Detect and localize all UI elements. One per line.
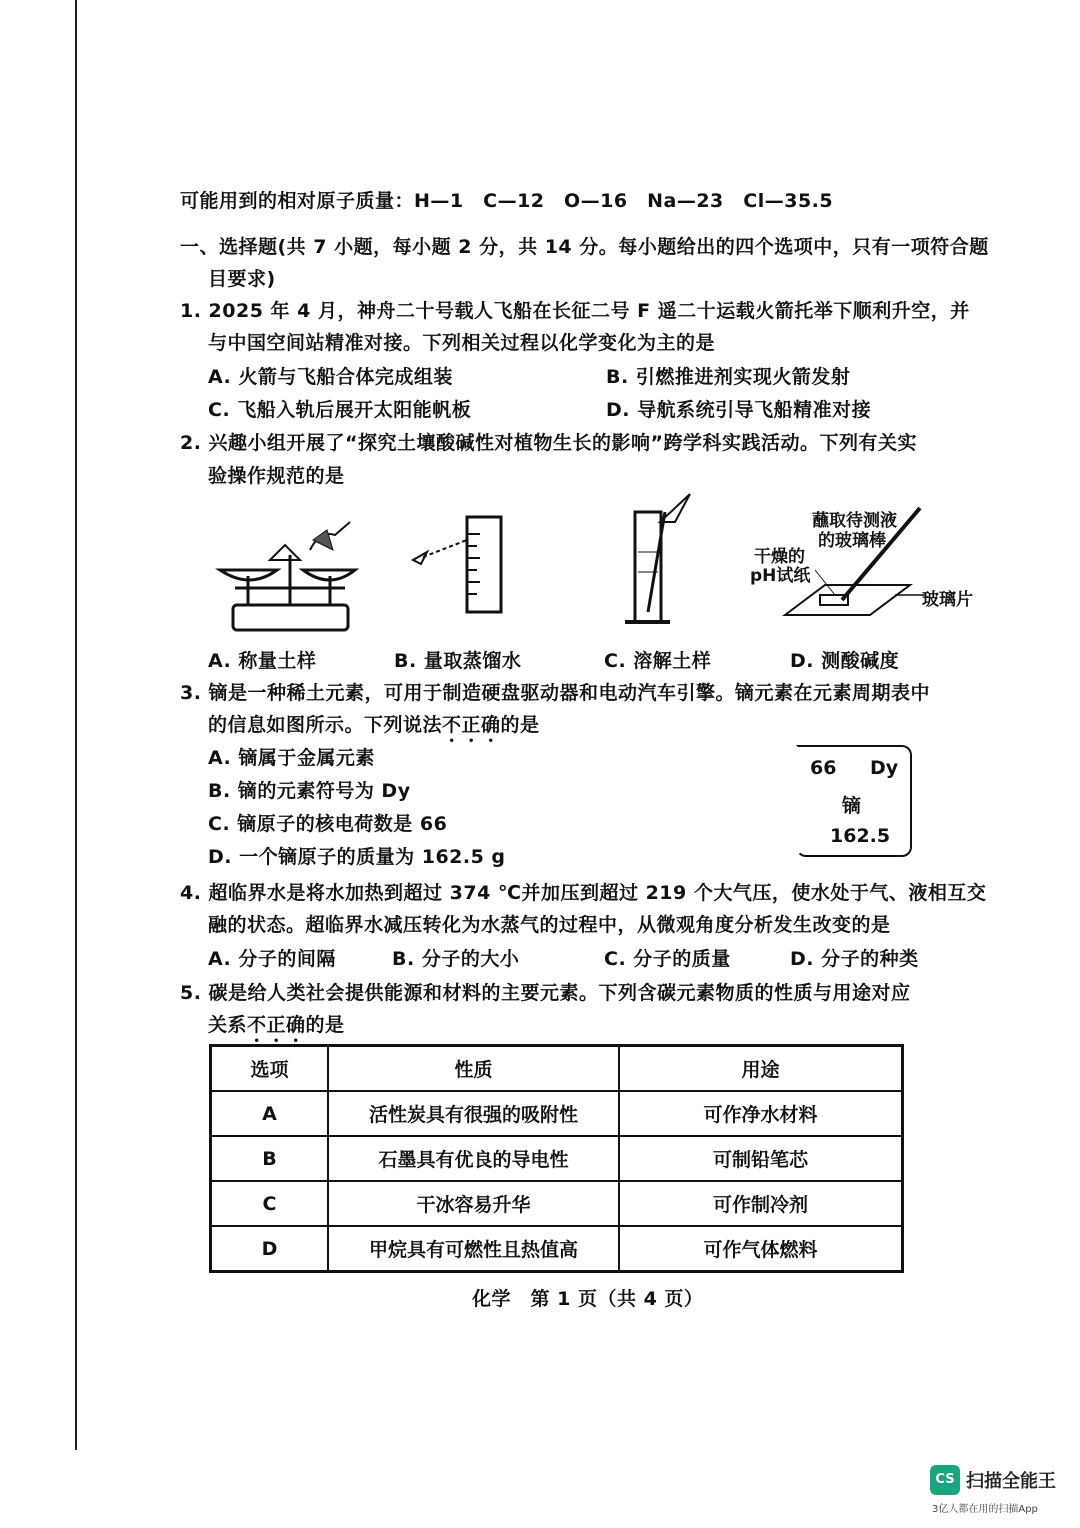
section-title: 一、选择题(共 7 小题，每小题 2 分，共 14 分。每小题给出的四个选项中，只有一项符合题 (180, 236, 989, 258)
camscanner-logo-icon: CS (930, 1465, 960, 1495)
table-cell: 干冰容易升华 (328, 1181, 619, 1226)
q4-option-b: B. 分子的大小 (392, 948, 520, 970)
table-header-row (211, 1046, 903, 1092)
label-rod: 蘸取待测液 (812, 511, 897, 531)
q2-option-b: B. 量取蒸馏水 (394, 650, 522, 672)
page-footer: 化学 第 1 页（共 4 页） (472, 1288, 704, 1310)
element-name: 镝 (842, 795, 862, 817)
q1-stem: 1. 2025 年 4 月，神舟二十号载人飞船在长征二号 F 遥二十运载火箭托举下顺利升空，并 (180, 300, 970, 322)
table-header: 用途 (619, 1046, 903, 1092)
watermark-title: 扫描全能王 (966, 1471, 1056, 1492)
table-cell: 可作气体燃料 (619, 1226, 903, 1272)
q5-stem: 5. 碳是给人类社会提供能源和材料的主要元素。下列含碳元素物质的性质与用途对应 (180, 982, 911, 1004)
table-row (211, 1226, 903, 1272)
table-row (211, 1181, 903, 1226)
label-ph-paper-2: pH试纸 (750, 566, 811, 586)
table-cell: 甲烷具有可燃性且热值高 (328, 1226, 619, 1272)
q3-option-d: D. 一个镝原子的质量为 162.5 g (208, 846, 506, 868)
element-symbol: Dy (870, 757, 899, 779)
q4-stem: 4. 超临界水是将水加热到超过 374 ℃并加压到超过 219 个大气压，使水处于气、液相互交 (180, 882, 987, 904)
table-cell: 可作制冷剂 (619, 1181, 903, 1226)
q2-stem: 2. 兴趣小组开展了“探究土壤酸碱性对植物生长的影响”跨学科实践活动。下列有关实 (180, 432, 918, 454)
label-glass: 玻璃片 (922, 590, 973, 610)
table-cell: 活性炭具有很强的吸附性 (328, 1091, 619, 1136)
q3-stem-cont: 的信息如图所示。下列说法不正确的是 (208, 714, 540, 736)
q3-option-b: B. 镝的元素符号为 Dy (208, 780, 411, 802)
table-cell: 可制铅笔芯 (619, 1136, 903, 1181)
q3-emphasis: 不正确 (442, 714, 501, 736)
q1-option-c: C. 飞船入轨后展开太阳能帆板 (208, 399, 472, 421)
balance-diagram (215, 510, 365, 640)
q1-stem-cont: 与中国空间站精准对接。下列相关过程以化学变化为主的是 (208, 332, 716, 354)
element-number: 66 (810, 757, 837, 779)
q3-stem: 3. 镝是一种稀土元素，可用于制造硬盘驱动器和电动汽车引擎。镝元素在元素周期表中 (180, 682, 931, 704)
section-title-cont: 目要求) (208, 268, 276, 290)
q3-option-a: A. 镝属于金属元素 (208, 747, 375, 769)
q1-option-d: D. 导航系统引导飞船精准对接 (606, 399, 872, 421)
table-cell: C (211, 1181, 329, 1226)
atomic-mass-line: 可能用到的相对原子质量：H—1 C—12 O—16 Na—23 Cl—35.5 (180, 190, 834, 212)
q2-option-c: C. 溶解土样 (604, 650, 712, 672)
q2-option-a: A. 称量土样 (208, 650, 317, 672)
table-cell: D (211, 1226, 329, 1272)
q4-option-d: D. 分子的种类 (790, 948, 919, 970)
table-header: 选项 (211, 1046, 329, 1092)
label-ph-paper: 干燥的 (754, 547, 805, 567)
table-cell: B (211, 1136, 329, 1181)
table-cell: 可作净水材料 (619, 1091, 903, 1136)
q3-option-c: C. 镝原子的核电荷数是 66 (208, 813, 448, 835)
q2-option-d: D. 测酸碱度 (790, 650, 900, 672)
table-cell: A (211, 1091, 329, 1136)
q5-table (209, 1044, 904, 1273)
q2-stem-cont: 验操作规范的是 (208, 465, 345, 487)
table-cell: 石墨具有优良的导电性 (328, 1136, 619, 1181)
watermark-subtitle: 3亿人都在用的扫描App (932, 1504, 1038, 1515)
q5-stem-cont: 关系不正确的是 (208, 1014, 345, 1036)
q4-stem-cont: 融的状态。超临界水减压转化为水蒸气的过程中，从微观角度分析发生改变的是 (208, 914, 891, 936)
dissolve-diagram (620, 492, 700, 632)
cylinder-reading-diagram (405, 512, 515, 622)
label-rod-2: 的玻璃棒 (818, 531, 886, 551)
q5-emphasis: 不正确 (247, 1014, 306, 1036)
element-mass: 162.5 (830, 825, 891, 847)
q4-option-c: C. 分子的质量 (604, 948, 731, 970)
table-header: 性质 (328, 1046, 619, 1092)
element-card-dy (796, 745, 912, 857)
table-row (211, 1091, 903, 1136)
q1-option-a: A. 火箭与飞船合体完成组装 (208, 366, 453, 388)
table-row (211, 1136, 903, 1181)
q4-option-a: A. 分子的间隔 (208, 948, 336, 970)
page-margin-line (75, 0, 77, 1450)
q1-option-b: B. 引燃推进剂实现火箭发射 (606, 366, 851, 388)
